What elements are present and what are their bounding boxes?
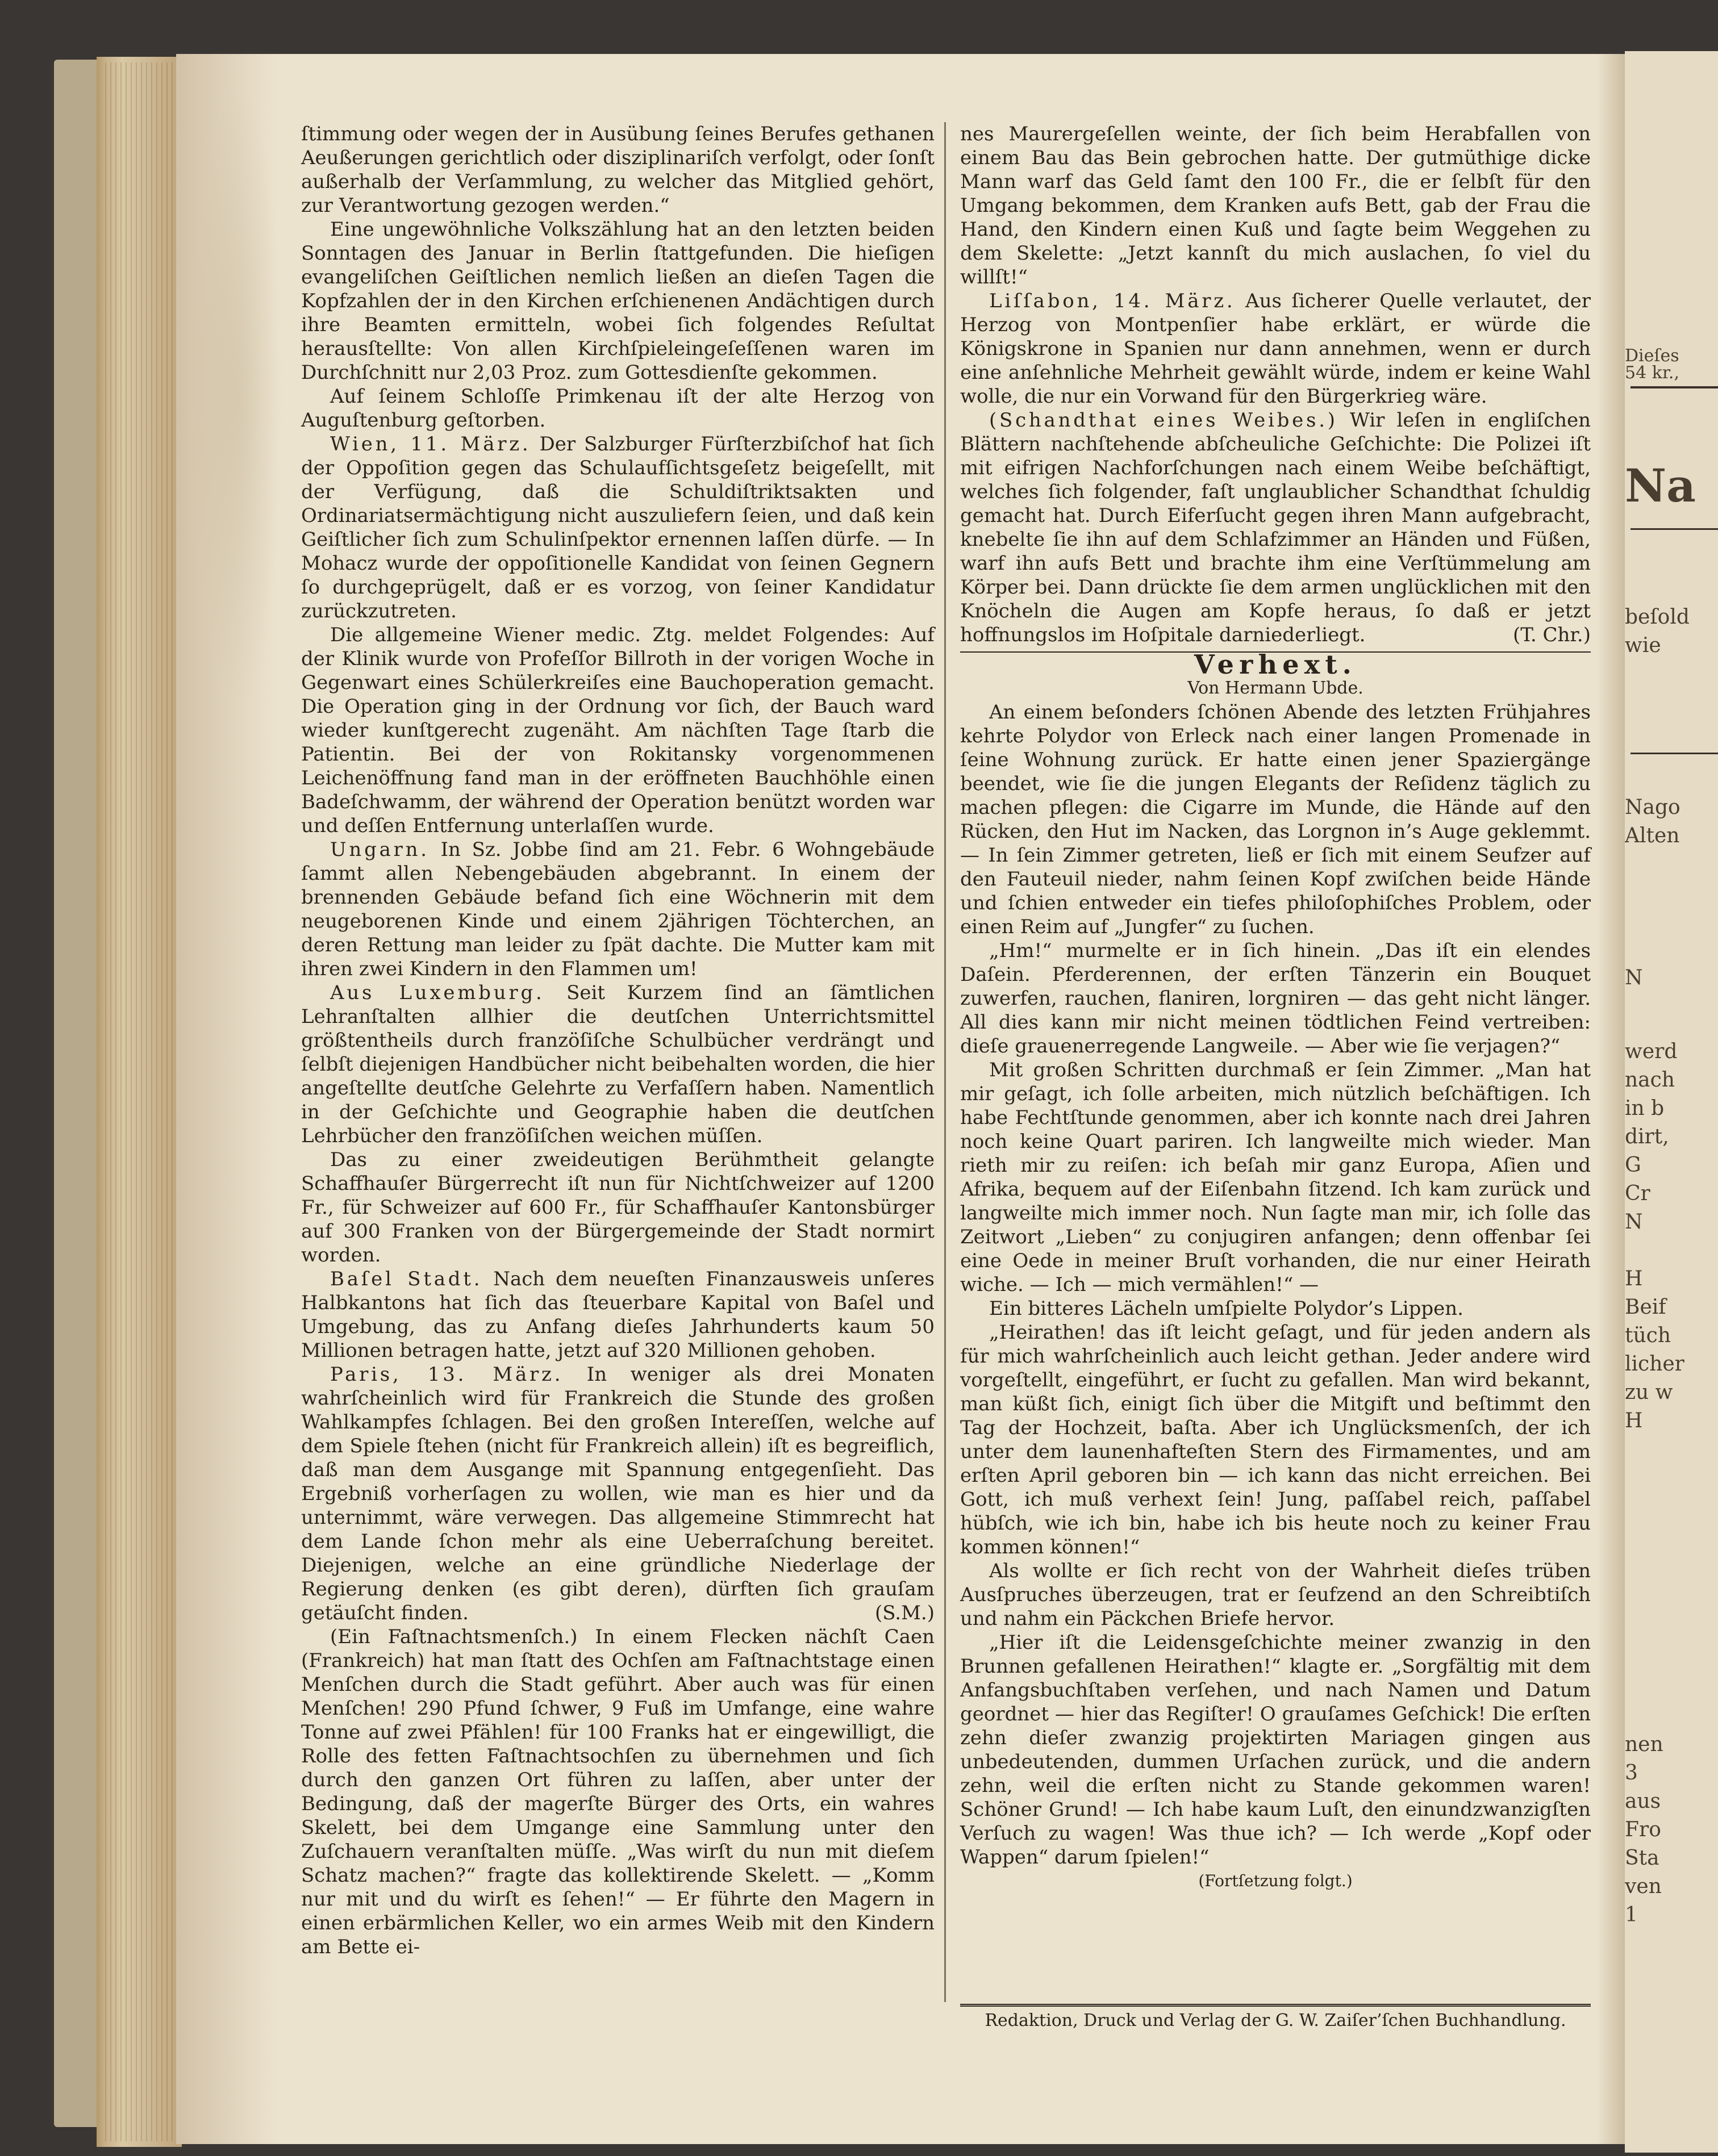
news-paragraph: Eine ungewöhnliche Volkszählung hat an den letzten beiden Sonntagen des Januar in Berlin ſtattgefunden. Die hieſigen evangeliſchen Geiſtlichen nemlich ließen an dieſen Tagen die Kopfzahlen der in den Kirchen erſchienenen Andächtigen durch ihre Beamten ermitteln, wobei ſich folgendes Reſultat herausſtellte: Von allen Kirchſpieleingeſeſſenen waren im Durchſchnitt nur 2,03 Proz. zum Gottesdienſte gekommen. xyxy=(301,218,935,384)
imprint-rule xyxy=(960,2004,1591,2007)
news-text: Seit Kurzem ſind an ſämtlichen Lehranſtalten allhier die deutſchen Unterrichtsmittel größtentheils durch franzöſiſche Schulbücher verdrängt und ſelbſt diejenigen Handbücher nicht beibehalten worden, die hier angeſtellte deutſche Gelehrte zu Verfaſſern haben. Namentlich in der Geſchichte und Geographie haben die deutſchen Lehrbücher den franzöſiſchen weichen müſſen. xyxy=(301,981,935,1147)
news-text: In einem Flecken nächſt Caen (Frankreich) hat man ſtatt des Ochſen am Faſtnachtstage einen Menſchen durch die Stadt geführt. Aber auch was für einen Menſchen! 290 Pfund ſchwer, 9 Fuß im Umfange, eine wahre Tonne auf zwei Pfählen! für 100 Franks hat er eingewilligt, die Rolle des fetten Faſtnachtsochſen zu übernehmen und ſich durch den ganzen Ort führen zu laſſen, aber unter der Bedingung, daß der magerſte Bürger des Orts, ein wahres Skelett, bei dem Umgange eine Sammlung unter den Zuſchauern veranſtalten müſſe. „Was wirſt du nun mit dieſem Schatz machen?“ fragte das kollektirende Skelett. — „Komm nur mit und du wirſt es ſehen!“ — Er führte den Magern in einen erbärmlichen Keller, wo ein armes Weib mit den Kindern am Bette ei- xyxy=(301,1626,935,1958)
story-paragraph: Als wollte er ſich recht von der Wahrheit dieſes trüben Ausſpruches überzeugen, trat er ſeufzend an den Schreibtiſch und nahm ein Päckchen Briefe hervor. xyxy=(960,1560,1591,1630)
next-page-fragment: in b xyxy=(1625,1097,1665,1120)
story-paragraph: Ein bitteres Lächeln umſpielte Polydor’s Lippen. xyxy=(989,1297,1463,1320)
news-paragraph: ſtimmung oder wegen der in Ausübung ſeines Berufes gethanen Aeußerungen gerichtlich oder disziplinariſch verfolgt, oder ſonſt außerhalb der Verſammlung, zu welcher das Mitglied gehört, zur Verantwortung gezogen werden.“ xyxy=(301,123,935,217)
news-text: Nach dem neueſten Finanzausweis unſeres Halbkantons hat ſich das ſteuerbare Kapital von Baſel und Umgebung, das zu Anfang dieſes Jahrhunderts kaum 50 Millionen betragen hatte, jetzt auf 320 Millionen gehoben. xyxy=(301,1268,935,1362)
news-source: (T. Chr.) xyxy=(1512,624,1591,646)
news-paragraph: Auf ſeinem Schloſſe Primkenau iſt der alte Herzog von Auguſtenburg geſtorben. xyxy=(301,385,935,432)
next-page-rule xyxy=(1631,386,1718,388)
news-dateline: Liſſabon, 14. März. xyxy=(989,290,1236,312)
next-page-fragment: G xyxy=(1625,1154,1641,1177)
next-page-rule xyxy=(1631,753,1718,754)
next-page-fragment: dirt, xyxy=(1625,1125,1669,1148)
story-paragraph: „Hier iſt die Leidensgeſchichte meiner zwanzig in den Brunnen gefallenen Heirathen!“ klagte er. „Sorgfältig mit dem Anfangsbuchſtaben verſehen, und nach Namen und Datum geordnet — hier das Regiſter! O grauſames Geſchick! Die erſten zehn dieſer zwanzig projektirten Mariagen gingen aus unbedeutenden, dummen Urſachen zurück, und die andern zehn, weil die erſten nicht zu Stande gekommen waren! Schöner Grund! — Ich habe kaum Luſt, den einundzwanzigſten Verſuch zu wagen! Was thue ich? — Ich werde „Kopf oder Wappen“ darum ſpielen!“ xyxy=(960,1631,1591,1869)
news-text: In Sz. Jobbe ſind am 21. Febr. 6 Wohngebäude ſammt allen Nebengebäuden abgebrannt. In einem der brennenden Gebäude befand ſich eine Wöchnerin mit dem neugeborenen Kinde und einem 2jährigen Töchterchen, an deren Rettung man leider zu ſpät dachte. Die Mutter kam mit ihren zwei Kindern in den Flammen um! xyxy=(301,838,935,980)
news-item xyxy=(960,408,1591,647)
news-item xyxy=(301,838,935,981)
story-paragraph: „Hm!“ murmelte er in ſich hinein. „Das iſt ein elendes Daſein. Pferderennen, der erſten Tänzerin ein Bouquet zuwerfen, rauchen, flaniren, lorgniren — das geht nicht länger. All dies kann mir nicht meinen tödtlichen Feind vertreiben: dieſe grauenerregende Langweile. — Aber wie ſie verjagen?“ xyxy=(960,939,1591,1058)
news-dateline: Wien, 11. März. xyxy=(330,433,531,456)
news-paragraph: nes Maurergeſellen weinte, der ſich beim Herabfallen von einem Bau das Bein gebrochen hatte. Der gutmüthige dicke Mann warf das Geld ſamt den 100 Fr., die er ſelbſt für den Umgang bekommen, dem Kranken aufs Bett, gab der Frau die Hand, den Kindern einen Kuß und ſagte beim Weggehen zu dem Skelette: „Jetzt kannſt du mich auslachen, ſo viel du willſt!“ xyxy=(960,123,1591,289)
next-page-fragment: Beif xyxy=(1625,1296,1666,1319)
next-page-rule xyxy=(1631,528,1718,530)
story-paragraph: Mit großen Schritten durchmaß er ſein Zimmer. „Man hat mir geſagt, ich ſolle arbeiten, mich nützlich beſchäftigen. Ich habe Fechtſtunde genommen, aber ich konnte nach drei Jahren noch keine Quart pariren. Ich langweilte mich wieder. Man rieth mir zu reiſen: ich beſah mir ganz Europa, Aſien und Afrika, bequem auf der Eiſenbahn ſitzend. Ich kam zurück und langweilte mich immer noch. Nun ſagte man mir, ich ſolle das Zeitwort „Lieben“ zu conjugiren anfangen; denn offenbar ſei eine Oede in meiner Bruſt vorhanden, die nur einer Heirath wiche. — Ich — mich vermählen!“ — xyxy=(960,1059,1591,1296)
news-text: In weniger als drei Monaten wahrſcheinlich wird für Frankreich die Stunde des großen Wahlkampfes ſchlagen. Bei den großen Intereſſen, welche auf dem Spiele ſtehen (nicht für Frankreich allein) iſt es begreiflich, daß man dem Ausgange mit Spannung entgegenſieht. Das Ergebniß vorherſagen zu wollen, wie man es hier und da unternimmt, wäre verwegen. Das allgemeine Stimmrecht hat dem Lande ſchon mehr als eine Ueberraſchung bereitet. Diejenigen, welche an eine gründliche Niederlage der Regierung denken (es gibt deren), dürften ſich grauſam getäuſcht finden. xyxy=(301,1363,935,1624)
next-page-fragment: Cr xyxy=(1625,1182,1650,1205)
news-paragraph: Das zu einer zweideutigen Berühmtheit gelangte Schaffhauſer Bürgerrecht iſt nun für Nichtſchweizer auf 1200 Fr., für Schweizer auf 600 Fr., für Schaffhauſer Kantonsbürger auf 300 Franken von der Bürgergemeinde der Stadt normirt worden. xyxy=(301,1148,935,1267)
continuation-note: (Fortſetzung folgt.) xyxy=(1198,1871,1353,1890)
news-item xyxy=(301,1363,935,1625)
next-page-fragment: licher xyxy=(1625,1352,1684,1376)
page-stain xyxy=(193,85,284,710)
news-dateline: Baſel Stadt. xyxy=(330,1268,483,1290)
next-page-fragment: nach xyxy=(1625,1068,1675,1092)
next-page-fragment: ven xyxy=(1625,1875,1662,1898)
next-page-fragment: zu w xyxy=(1625,1381,1673,1404)
news-source: (S.M.) xyxy=(874,1602,935,1624)
news-text: Wir leſen in engliſchen Blättern nachſtehende abſcheuliche Geſchichte: Die Polizei iſt mit eifrigen Nachforſchungen nach einem Weibe beſchäftigt, welches ſich folgender, faſt unglaublicher Schandthat ſchuldig gemacht hat. Durch Eiferſucht gegen ihren Mann aufgebracht, knebelte ſie ihn auf dem Schlafzimmer an Händen und Füßen, warf ihn aufs Bett und brachte ihm eine Verſtümmelung am Körper bei. Dann drückte ſie dem armen unglücklichen mit den Knöcheln die Augen am Kopfe heraus, ſo daß er jetzt hoffnungslos im Hoſpitale darniederliegt. xyxy=(960,409,1591,646)
news-dateline: Ungarn. xyxy=(330,838,430,861)
book-page-edges xyxy=(105,62,176,2141)
news-text: Der Salzburger Fürſterzbiſchof hat ſich der Oppoſition gegen das Schulaufſichtsgeſetz beigeſellt, mit der Verfügung, daß die Schuldiſtriktsakten und Ordinariatsermächtigung nicht auszuliefern ſeien, und daß kein Geiſtlicher ſich zum Schulinſpektor ernennen laſſen dürfe. — In Mohacz wurde der oppoſitionelle Kandidat von ſeinen Gegnern ſo durchgeprügelt, daß er es vorzog, von ſeiner Kandidatur zurückzutreten. xyxy=(301,433,935,622)
next-page-fragment: Fro xyxy=(1625,1818,1661,1841)
next-page-fragment: 3 xyxy=(1625,1761,1638,1785)
next-page-fragment: werd xyxy=(1625,1040,1678,1063)
news-item xyxy=(960,289,1591,408)
news-heading: (Schandthat eines Weibes.) xyxy=(989,409,1338,432)
news-text: Aus ſicherer Quelle verlautet, der Herzog von Montpenſier habe erklärt, er würde die Königskrone in Spanien nur dann annehmen, wenn er durch eine anſehnliche Mehrheit gewählt würde, indem er keine Wahl wolle, die nur ein Vorwand für den Bürgerkrieg wäre. xyxy=(960,290,1591,408)
news-heading: (Ein Faſtnachtsmenſch.) xyxy=(330,1626,578,1648)
next-page-fragment: Sta xyxy=(1625,1846,1659,1870)
next-page-fragment: beſold xyxy=(1625,605,1690,629)
imprint-line: Redaktion, Druck und Verlag der G. W. Zaiſer’ſchen Buchhandlung. xyxy=(985,2011,1566,2030)
next-page-fragment: Dieſes xyxy=(1625,346,1679,366)
news-paragraph: Die allgemeine Wiener medic. Ztg. meldet Folgendes: Auf der Klinik wurde von Profeſſor Billroth in der vorigen Woche in Gegenwart eines Schülerkreiſes eine Bauchoperation gemacht. Die Operation ging in der Ordnung vor ſich, der Bauch ward wieder kunſtgerecht zugenäht. Am nächſten Tage ſtarb die Patientin. Bei der von Rokitansky vorgenommenen Leichenöffnung fand man in der eröffneten Bauchhöhle einen Badeſchwamm, der während der Operation benützt worden war und deſſen Entfernung unterlaſſen wurde. xyxy=(301,624,935,837)
right-column xyxy=(960,122,1591,1893)
story-title: Verhext. xyxy=(1194,649,1357,680)
next-page-fragment: Nago xyxy=(1625,796,1681,819)
next-page-fragment: tüch xyxy=(1625,1324,1671,1347)
news-item xyxy=(301,432,935,623)
next-page-fragment: wie xyxy=(1625,634,1661,657)
next-page-fragment: H xyxy=(1625,1409,1643,1432)
left-column xyxy=(301,122,935,1959)
next-page-fragment: N xyxy=(1625,966,1643,989)
news-item xyxy=(301,1267,935,1363)
next-page-strip xyxy=(1625,51,1718,2153)
next-page-fragment: 54 kr., xyxy=(1625,363,1680,383)
next-page-fragment: nen xyxy=(1625,1733,1663,1756)
news-item xyxy=(301,981,935,1148)
story-byline: Von Hermann Ubde. xyxy=(1187,678,1363,698)
next-page-fragment: H xyxy=(1625,1267,1643,1290)
news-item xyxy=(301,1625,935,1959)
news-dateline: Aus Luxemburg. xyxy=(330,981,545,1004)
next-page-fragment: 1 xyxy=(1625,1903,1638,1927)
next-page-fragment: N xyxy=(1625,1210,1643,1234)
story-paragraph: „Heirathen! das iſt leicht geſagt, und für jeden andern als für mich wahrſcheinlich auch leicht gethan. Jeder andere wird vorgeſtellt, eingeführt, er ſucht zu gefallen. Man wird bekannt, man küßt ſich, einigt ſich über die Mitgift und beſtimmt den Tag der Hochzeit, baſta. Aber ich Unglücksmenſch, der ich unter dem launenhafteſten Stern des Firmamentes, und am erſten April geboren bin — ich kann das nicht erreichen. Bei Gott, ich muß verhext ſein! Jung, paſſabel reich, paſſabel hübſch, wie ich bin, habe ich bis heute noch zu keiner Frau kommen können!“ xyxy=(960,1321,1591,1558)
story-paragraph: An einem beſonders ſchönen Abende des letzten Frühjahres kehrte Polydor von Erleck nach einer langen Promenade in ſeine Wohnung zurück. Er hatte einen jener Spaziergänge beendet, wie ſie die jungen Elegants der Reſidenz täglich zu machen pflegen: die Cigarre im Munde, die Hände auf den Rücken, den Hut im Nacken, das Lorgnon in’s Auge geklemmt. — In ſein Zimmer getreten, ließ er ſich mit einem Seufzer auf den Fauteuil nieder, nahm ſeinen Kopf zwiſchen beide Hände und ſchien entweder ein tiefes philoſophiſches Problem, oder einen Reim auf „Jungfer“ zu ſuchen. xyxy=(960,701,1591,938)
column-divider xyxy=(944,122,946,2002)
news-dateline: Paris, 13. März. xyxy=(330,1363,564,1386)
next-page-fragment: Alten xyxy=(1625,824,1680,847)
next-page-fragment: Na xyxy=(1625,459,1696,512)
next-page-fragment: aus xyxy=(1625,1790,1661,1813)
